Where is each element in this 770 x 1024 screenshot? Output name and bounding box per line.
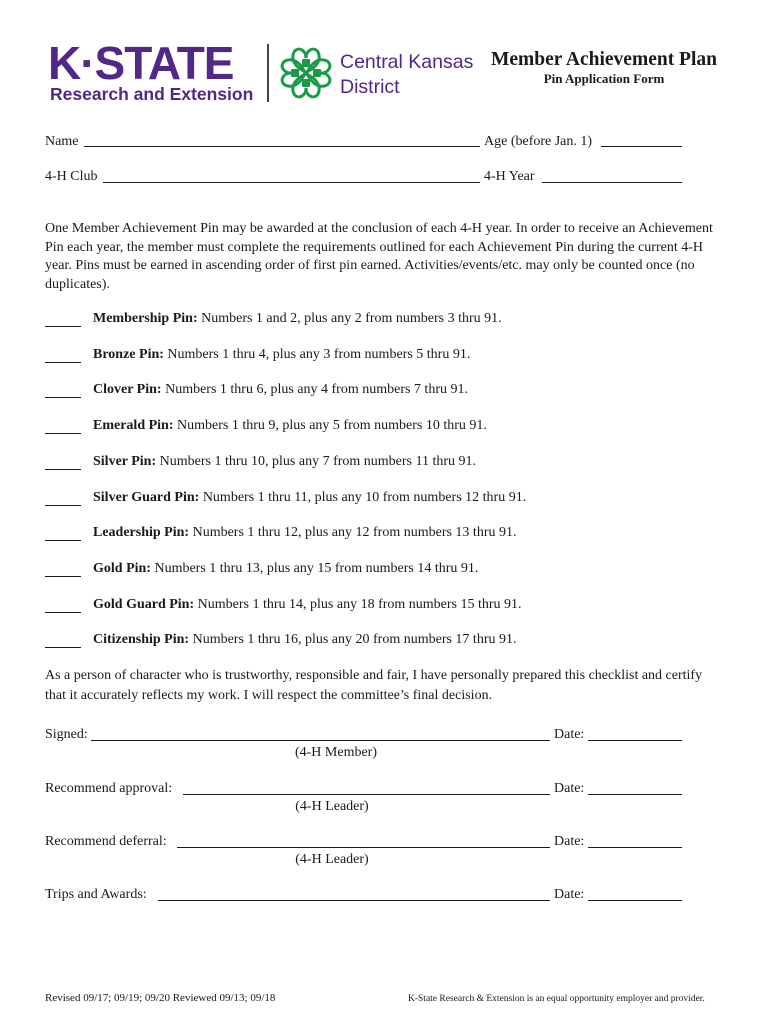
club-label: 4-H Club [45, 169, 98, 184]
name-label: Name [45, 134, 79, 149]
document-subtitle: Pin Application Form [543, 71, 665, 86]
pin-checkbox-blank[interactable] [45, 383, 81, 398]
pin-name: Silver Pin: [93, 454, 157, 469]
pin-requirement: Numbers 1 thru 13, plus any 15 from numbers 14 thru 91. [154, 561, 479, 576]
pin-name: Bronze Pin: [93, 347, 164, 362]
pin-row [45, 596, 522, 613]
certification-paragraph: As a person of character who is trustworthy, responsible and fair, I have personally prepared this checklist and certify that it accurately reflects my work. I will respect the committee’s final decision. [45, 668, 703, 703]
deferral-label: Recommend deferral: [45, 834, 167, 849]
trips-awards-field[interactable] [158, 900, 550, 901]
pin-row [45, 560, 478, 577]
district-line-2: District [340, 76, 400, 98]
district-line-1: Central Kansas [340, 51, 474, 73]
kstate-logo: K·STATE [48, 37, 234, 89]
pin-requirement: Numbers 1 and 2, plus any 2 from numbers 3 thru 91. [201, 311, 502, 326]
pin-checkbox-blank[interactable] [45, 526, 81, 541]
year-label: 4-H Year [484, 169, 535, 184]
pin-checkbox-blank[interactable] [45, 312, 81, 327]
document-title: Member Achievement Plan [490, 49, 717, 70]
date-label: Date: [554, 887, 585, 902]
year-field[interactable] [542, 182, 682, 183]
trips-date-field[interactable] [588, 900, 682, 901]
pin-requirement: Numbers 1 thru 4, plus any 3 from numbers 5 thru 91. [167, 347, 471, 362]
pin-checkbox-blank[interactable] [45, 348, 81, 363]
date-label: Date: [554, 834, 585, 849]
pin-checkbox-blank[interactable] [45, 455, 81, 470]
pin-requirement: Numbers 1 thru 12, plus any 12 from numbers 13 thru 91. [192, 525, 517, 540]
district-name [340, 50, 473, 100]
pin-name: Emerald Pin: [93, 418, 174, 433]
approval-label: Recommend approval: [45, 781, 173, 796]
pin-name: Gold Pin: [93, 561, 151, 576]
pin-checkbox-blank[interactable] [45, 562, 81, 577]
pin-row [45, 310, 502, 327]
signed-label: Signed: [45, 727, 88, 742]
4-h-clover-icon [278, 44, 334, 102]
age-label: Age (before Jan. 1) [484, 134, 593, 149]
revision-note: Revised 09/17; 09/19; 09/20 Reviewed 09/13; 09/18 [45, 992, 276, 1004]
pin-row [45, 346, 470, 363]
eoe-statement: K-State Research & Extension is an equal opportunity employer and provider. [408, 994, 705, 1004]
pin-requirement: Numbers 1 thru 16, plus any 20 from numbers 17 thru 91. [192, 632, 517, 647]
approval-caption: (4-H Leader) [295, 799, 369, 814]
deferral-caption: (4-H Leader) [295, 852, 369, 867]
pin-row [45, 417, 487, 434]
pin-row [45, 631, 517, 648]
pin-requirement: Numbers 1 thru 14, plus any 18 from numbers 15 thru 91. [197, 597, 522, 612]
pin-requirement: Numbers 1 thru 9, plus any 5 from numbers 10 thru 91. [177, 418, 487, 433]
pin-row [45, 489, 526, 506]
club-field[interactable] [103, 182, 480, 183]
pin-requirement: Numbers 1 thru 6, plus any 4 from numbers 7 thru 91. [165, 382, 468, 397]
pin-name: Clover Pin: [93, 382, 162, 397]
date-label: Date: [554, 781, 585, 796]
name-field[interactable] [84, 146, 480, 147]
signed-date-field[interactable] [588, 740, 682, 741]
intro-paragraph: One Member Achievement Pin may be awarded at the conclusion of each 4-H year. In order to receive an Achievement Pin each year, the member must complete the requirements outlined for each Achievement Pin during the current 4-H year. Pins must be earned in ascending order of first pin earned. Activities/events/etc. may only be counted once (no duplicates). [45, 221, 713, 292]
pin-row [45, 524, 517, 541]
kstate-logo-subtitle: Research and Extension [50, 84, 254, 104]
pin-name: Leadership Pin: [93, 525, 190, 540]
pin-requirement: Numbers 1 thru 11, plus any 10 from numbers 12 thru 91. [202, 490, 527, 505]
approval-date-field[interactable] [588, 794, 682, 795]
pin-checkbox-blank[interactable] [45, 598, 81, 613]
signed-caption: (4-H Member) [294, 745, 378, 760]
pin-checkbox-blank[interactable] [45, 491, 81, 506]
approval-field[interactable] [183, 794, 550, 795]
pin-checkbox-blank[interactable] [45, 633, 81, 648]
pin-name: Silver Guard Pin: [93, 490, 200, 505]
pin-row [45, 381, 468, 398]
pin-name: Membership Pin: [93, 311, 198, 326]
trips-awards-label: Trips and Awards: [45, 887, 147, 902]
age-field[interactable] [601, 146, 682, 147]
pin-requirement: Numbers 1 thru 10, plus any 7 from numbers 11 thru 91. [159, 454, 477, 469]
pin-name: Gold Guard Pin: [93, 597, 195, 612]
date-label: Date: [554, 727, 585, 742]
signed-field[interactable] [91, 740, 550, 741]
pin-name: Citizenship Pin: [93, 632, 190, 647]
pin-checkbox-blank[interactable] [45, 419, 81, 434]
deferral-date-field[interactable] [588, 847, 682, 848]
logo-divider [267, 44, 269, 102]
pin-row [45, 453, 476, 470]
deferral-field[interactable] [177, 847, 550, 848]
